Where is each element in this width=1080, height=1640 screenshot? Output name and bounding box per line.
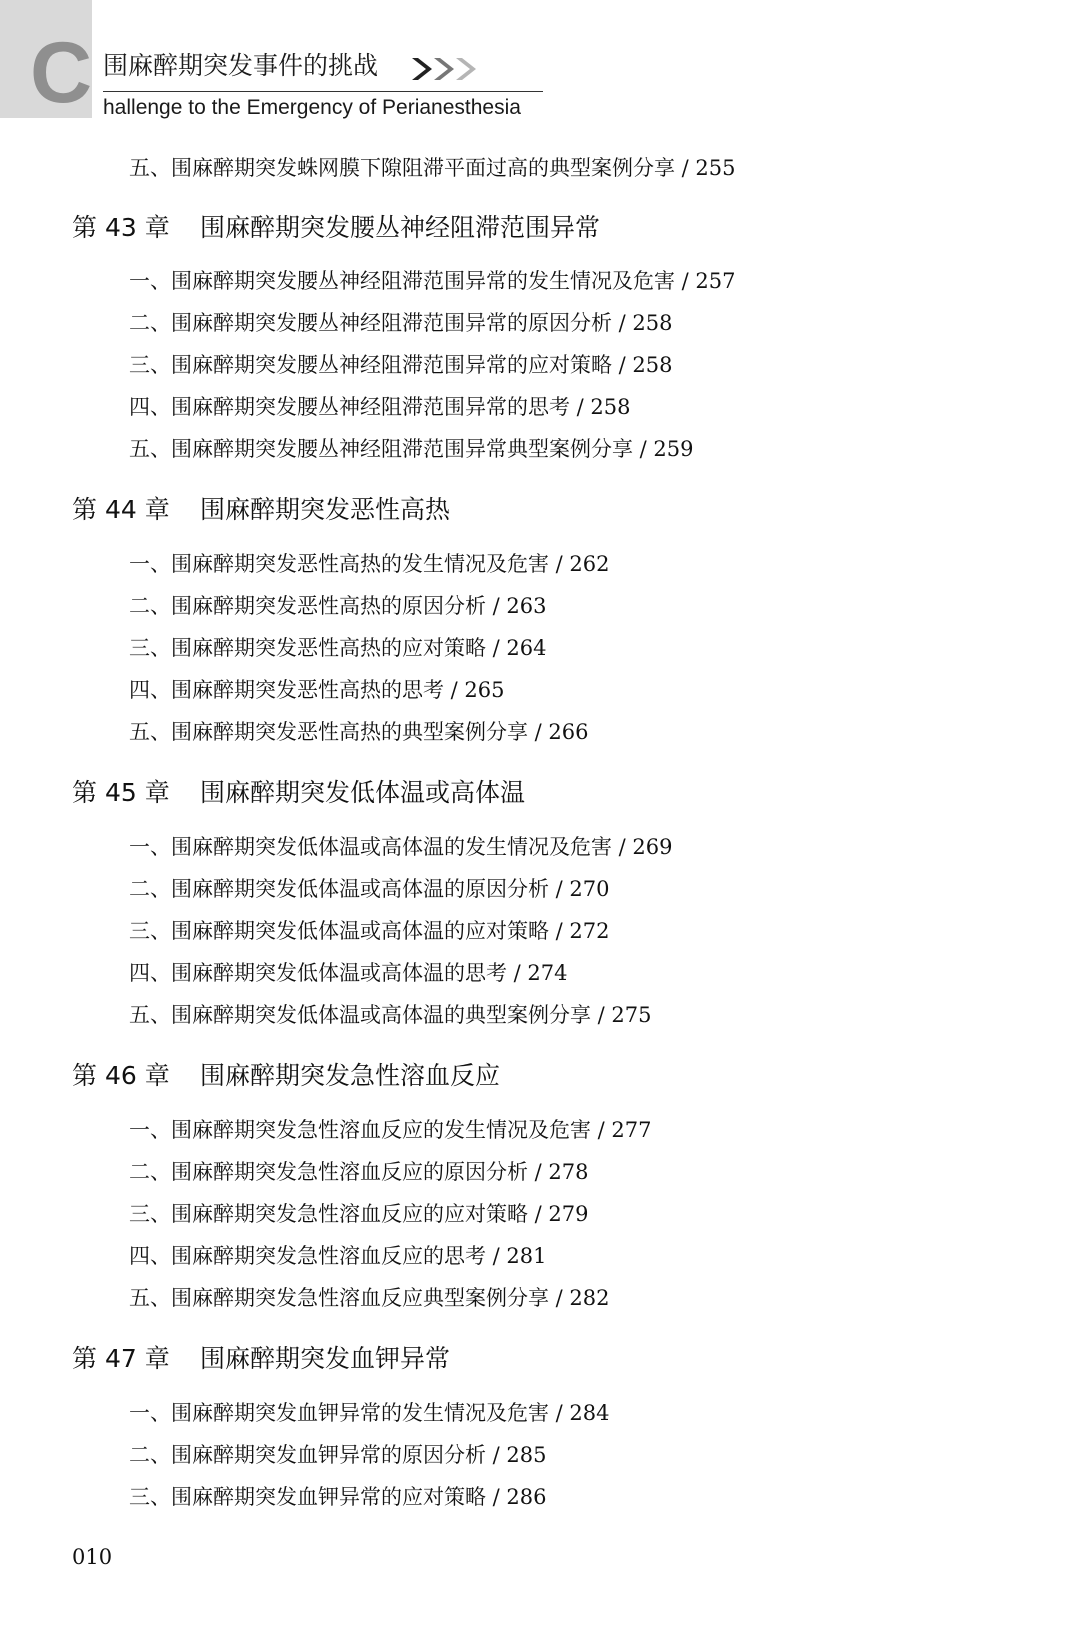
chapter-title: 围麻醉期突发急性溶血反应 bbox=[200, 1061, 501, 1090]
toc-entry: 二、围麻醉期突发低体温或高体温的原因分析 / 270 bbox=[129, 877, 610, 901]
page-number: 010 bbox=[72, 1545, 113, 1569]
chapter-number: 第 44 章 bbox=[72, 495, 170, 524]
toc-entry: 五、围麻醉期突发腰丛神经阻滞范围异常典型案例分享 / 259 bbox=[129, 437, 694, 461]
toc-entry: 一、围麻醉期突发血钾异常的发生情况及危害 / 284 bbox=[129, 1401, 610, 1425]
chapter-heading bbox=[72, 780, 525, 805]
toc-entry: 四、围麻醉期突发恶性高热的思考 / 265 bbox=[129, 678, 505, 702]
toc-entry: 三、围麻醉期突发急性溶血反应的应对策略 / 279 bbox=[129, 1202, 589, 1226]
toc-entry: 一、围麻醉期突发恶性高热的发生情况及危害 / 262 bbox=[129, 552, 610, 576]
chapter-heading bbox=[72, 215, 600, 240]
toc-entry: 三、围麻醉期突发腰丛神经阻滞范围异常的应对策略 / 258 bbox=[129, 353, 673, 377]
toc-entry: 三、围麻醉期突发低体温或高体温的应对策略 / 272 bbox=[129, 919, 610, 943]
toc-entry: 三、围麻醉期突发恶性高热的应对策略 / 264 bbox=[129, 636, 547, 660]
chapter-number: 第 43 章 bbox=[72, 213, 170, 242]
toc-entry: 一、围麻醉期突发腰丛神经阻滞范围异常的发生情况及危害 / 257 bbox=[129, 269, 736, 293]
chapter-heading bbox=[72, 1063, 500, 1088]
chapter-heading bbox=[72, 1346, 450, 1371]
chapter-number: 第 46 章 bbox=[72, 1061, 170, 1090]
toc-entry: 五、围麻醉期突发急性溶血反应典型案例分享 / 282 bbox=[129, 1286, 610, 1310]
toc-entry: 三、围麻醉期突发血钾异常的应对策略 / 286 bbox=[129, 1485, 547, 1509]
toc-entry: 一、围麻醉期突发低体温或高体温的发生情况及危害 / 269 bbox=[129, 835, 673, 859]
toc-entry: 二、围麻醉期突发急性溶血反应的原因分析 / 278 bbox=[129, 1160, 589, 1184]
toc-entry: 五、围麻醉期突发恶性高热的典型案例分享 / 266 bbox=[129, 720, 589, 744]
toc-entry: 二、围麻醉期突发恶性高热的原因分析 / 263 bbox=[129, 594, 547, 618]
toc-entry: 四、围麻醉期突发低体温或高体温的思考 / 274 bbox=[129, 961, 568, 985]
chapter-title: 围麻醉期突发腰丛神经阻滞范围异常 bbox=[200, 213, 601, 242]
toc-entry: 一、围麻醉期突发急性溶血反应的发生情况及危害 / 277 bbox=[129, 1118, 652, 1142]
toc-entry: 五、围麻醉期突发蛛网膜下隙阻滞平面过高的典型案例分享 / 255 bbox=[129, 156, 736, 180]
header-subtitle: hallenge to the Emergency of Perianesthesia bbox=[103, 96, 521, 119]
chapter-title: 围麻醉期突发血钾异常 bbox=[200, 1344, 451, 1373]
toc-entry: 二、围麻醉期突发腰丛神经阻滞范围异常的原因分析 / 258 bbox=[129, 311, 673, 335]
toc-entry: 五、围麻醉期突发低体温或高体温的典型案例分享 / 275 bbox=[129, 1003, 652, 1027]
chapter-number: 第 47 章 bbox=[72, 1344, 170, 1373]
chapter-title: 围麻醉期突发恶性高热 bbox=[200, 495, 451, 524]
chapter-title: 围麻醉期突发低体温或高体温 bbox=[200, 778, 526, 807]
chapter-number: 第 45 章 bbox=[72, 778, 170, 807]
header-divider bbox=[103, 91, 543, 92]
chevron-arrows-icon bbox=[410, 56, 482, 82]
toc-entry: 二、围麻醉期突发血钾异常的原因分析 / 285 bbox=[129, 1443, 547, 1467]
chapter-heading bbox=[72, 497, 450, 522]
toc-entry: 四、围麻醉期突发急性溶血反应的思考 / 281 bbox=[129, 1244, 547, 1268]
toc-entry: 四、围麻醉期突发腰丛神经阻滞范围异常的思考 / 258 bbox=[129, 395, 631, 419]
header-title: 围麻醉期突发事件的挑战 bbox=[103, 51, 379, 80]
header-corner-letter: C bbox=[30, 25, 93, 121]
